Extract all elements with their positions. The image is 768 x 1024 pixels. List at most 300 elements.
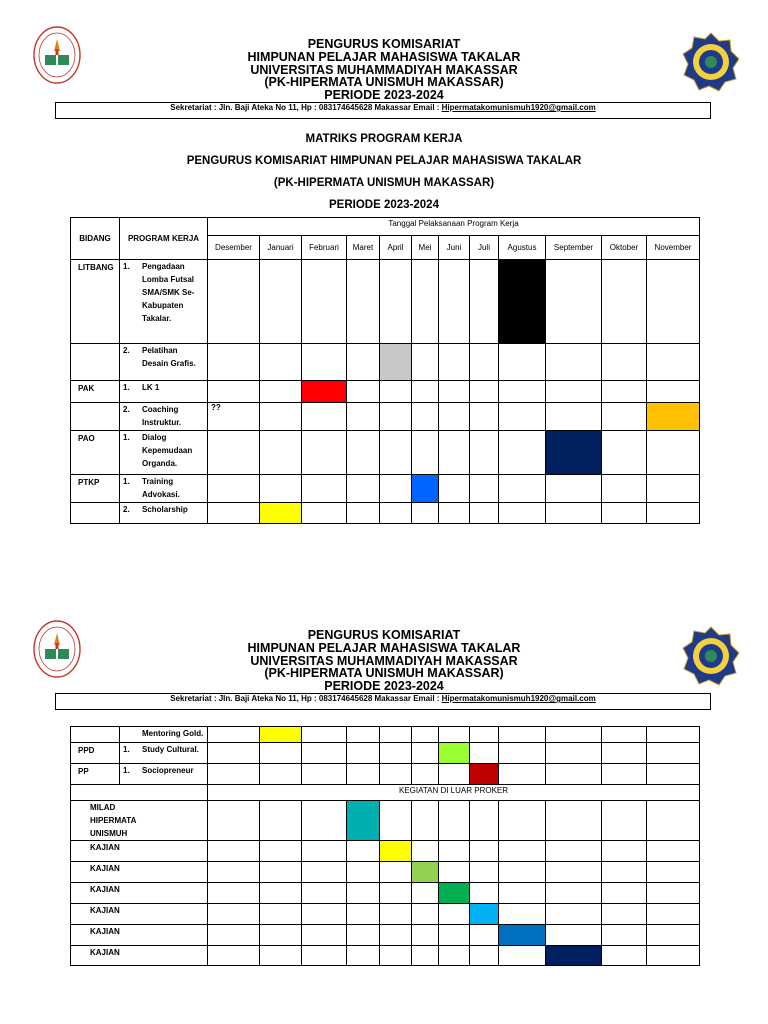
- schedule-cell: [647, 475, 700, 503]
- program-name: Study Cultural.: [142, 745, 199, 754]
- schedule-cell: [499, 841, 546, 862]
- month-header-mei: Mei: [412, 236, 439, 260]
- activity-label: KAJIAN: [71, 946, 208, 966]
- schedule-cell: [347, 503, 380, 524]
- table-row: [71, 727, 700, 743]
- schedule-cell: [602, 904, 647, 925]
- section-title: KEGIATAN DI LUAR PROKER: [208, 785, 700, 801]
- schedule-cell: [439, 503, 470, 524]
- schedule-cell: [412, 381, 439, 403]
- schedule-cell: [546, 801, 602, 841]
- schedule-cell: [208, 764, 260, 785]
- schedule-cell-filled: [302, 381, 347, 403]
- org-line-1: PENGURUS KOMISARIAT: [307, 37, 461, 51]
- schedule-cell: [546, 260, 602, 344]
- page-2: [0, 585, 768, 1024]
- schedule-cell-filled: [470, 764, 499, 785]
- schedule-cell: [347, 431, 380, 475]
- schedule-cell: [439, 727, 470, 743]
- schedule-cell: [602, 883, 647, 904]
- schedule-cell: [208, 801, 260, 841]
- schedule-cell: [499, 862, 546, 883]
- schedule-cell: [302, 801, 347, 841]
- org-line-3: UNIVERSITAS MUHAMMADIYAH MAKASSAR: [250, 653, 518, 668]
- schedule-cell: [470, 431, 499, 475]
- program-cell: [120, 344, 208, 381]
- program-cell: [120, 503, 208, 524]
- schedule-cell: [347, 743, 380, 764]
- header-tanggal: Tanggal Pelaksanaan Program Kerja: [208, 218, 700, 236]
- schedule-cell: [347, 841, 380, 862]
- schedule-cell: [439, 381, 470, 403]
- schedule-cell-filled: [412, 862, 439, 883]
- schedule-cell: [347, 403, 380, 431]
- schedule-cell: [347, 925, 380, 946]
- schedule-cell: [647, 904, 700, 925]
- schedule-cell: [412, 503, 439, 524]
- title-line-3: (PK-HIPERMATA UNISMUH MAKASSAR): [273, 177, 495, 189]
- schedule-cell: [208, 727, 260, 743]
- schedule-cell: [546, 862, 602, 883]
- program-number: 1.: [123, 766, 130, 775]
- schedule-cell: [412, 727, 439, 743]
- header-program-kerja: PROGRAM KERJA: [120, 218, 208, 260]
- program-cell: [120, 475, 208, 503]
- schedule-cell: [347, 381, 380, 403]
- program-name: Pelatihan Desain Grafis.: [142, 346, 196, 368]
- schedule-cell: [499, 946, 546, 966]
- table-row: [71, 344, 700, 381]
- schedule-cell: [439, 841, 470, 862]
- program-number: 1.: [123, 383, 130, 392]
- schedule-cell: [208, 946, 260, 966]
- schedule-cell: [260, 801, 302, 841]
- activity-label: KAJIAN: [71, 883, 208, 904]
- schedule-cell: [412, 764, 439, 785]
- schedule-cell: [380, 764, 412, 785]
- schedule-cell: [260, 431, 302, 475]
- schedule-cell: [380, 403, 412, 431]
- schedule-cell: [602, 743, 647, 764]
- schedule-cell-filled: [380, 344, 412, 381]
- schedule-cell: [470, 743, 499, 764]
- schedule-cell: [260, 475, 302, 503]
- schedule-cell: [602, 403, 647, 431]
- schedule-cell: [499, 403, 546, 431]
- program-matrix-table: [70, 217, 700, 524]
- schedule-cell: [602, 475, 647, 503]
- schedule-cell: [208, 883, 260, 904]
- section-row: [71, 785, 700, 801]
- table-row: [71, 403, 700, 431]
- program-number: 1.: [123, 477, 130, 486]
- schedule-cell: [380, 801, 412, 841]
- schedule-cell-filled: [439, 743, 470, 764]
- schedule-cell: [647, 883, 700, 904]
- org-line-1: PENGURUS KOMISARIAT: [307, 628, 461, 642]
- activity-row: [71, 883, 700, 904]
- schedule-cell: [412, 946, 439, 966]
- schedule-cell: [302, 727, 347, 743]
- bidang-cell: [71, 503, 120, 524]
- schedule-cell: [412, 904, 439, 925]
- bidang-cell: PPD: [71, 743, 120, 764]
- schedule-cell: [208, 260, 260, 344]
- org-line-2: HIMPUNAN PELAJAR MAHASISWA TAKALAR: [247, 49, 521, 64]
- schedule-cell: [260, 764, 302, 785]
- title-line-4: PERIODE 2023-2024: [329, 199, 439, 211]
- table-row: [71, 475, 700, 503]
- org-line-3: UNIVERSITAS MUHAMMADIYAH MAKASSAR: [250, 62, 518, 77]
- schedule-cell: [208, 904, 260, 925]
- month-header-februari: Februari: [302, 236, 347, 260]
- schedule-cell: [546, 727, 602, 743]
- activity-label: MILAD HIPERMATA UNISMUH: [71, 801, 208, 841]
- program-cell: [120, 727, 208, 743]
- program-number: 1.: [123, 433, 130, 442]
- schedule-cell: [347, 764, 380, 785]
- schedule-cell: [380, 431, 412, 475]
- schedule-cell: [499, 381, 546, 403]
- schedule-cell: [470, 925, 499, 946]
- schedule-cell: [546, 883, 602, 904]
- schedule-cell: [412, 743, 439, 764]
- program-cell: [120, 431, 208, 475]
- program-number: 1.: [123, 745, 130, 754]
- schedule-cell: [260, 904, 302, 925]
- activity-row: [71, 946, 700, 966]
- schedule-cell: [647, 260, 700, 344]
- schedule-cell: [647, 431, 700, 475]
- program-name: Sociopreneur: [142, 766, 194, 775]
- schedule-cell: [302, 764, 347, 785]
- schedule-cell: [302, 431, 347, 475]
- schedule-cell-filled: [380, 841, 412, 862]
- schedule-cell: [470, 381, 499, 403]
- program-name: Dialog Kepemudaan Organda.: [142, 433, 193, 468]
- schedule-cell: [412, 260, 439, 344]
- schedule-cell: [347, 946, 380, 966]
- schedule-cell: [347, 475, 380, 503]
- schedule-cell: [499, 431, 546, 475]
- schedule-cell: [412, 344, 439, 381]
- month-header-juni: Juni: [439, 236, 470, 260]
- schedule-cell: [380, 743, 412, 764]
- activity-row: [71, 801, 700, 841]
- schedule-cell: [302, 946, 347, 966]
- schedule-cell: [647, 801, 700, 841]
- schedule-cell: [470, 862, 499, 883]
- schedule-cell: [380, 503, 412, 524]
- schedule-cell: [546, 344, 602, 381]
- schedule-cell: [470, 403, 499, 431]
- schedule-cell: [602, 946, 647, 966]
- program-cell: [120, 403, 208, 431]
- schedule-cell: [302, 743, 347, 764]
- activity-label: KAJIAN: [71, 925, 208, 946]
- schedule-cell: [602, 503, 647, 524]
- schedule-cell: [470, 344, 499, 381]
- schedule-cell: [439, 260, 470, 344]
- activity-label: KAJIAN: [71, 904, 208, 925]
- program-name: Training Advokasi.: [142, 477, 180, 499]
- activity-row: [71, 904, 700, 925]
- program-name: Mentoring Gold.: [142, 729, 204, 738]
- address-bar: [55, 693, 711, 710]
- schedule-cell: [260, 862, 302, 883]
- program-number: 2.: [123, 405, 130, 414]
- table-row: [71, 381, 700, 403]
- schedule-cell: [380, 862, 412, 883]
- schedule-cell: [602, 344, 647, 381]
- month-header-januari: Januari: [260, 236, 302, 260]
- schedule-cell: [412, 841, 439, 862]
- schedule-cell: [302, 344, 347, 381]
- org-line-2: HIMPUNAN PELAJAR MAHASISWA TAKALAR: [247, 640, 521, 655]
- schedule-cell: [260, 743, 302, 764]
- address-text: Sekretariat : Jln. Baji Ateka No 11, Hp : 083174645628 Makassar Email :: [170, 103, 442, 112]
- schedule-cell: [412, 883, 439, 904]
- bidang-cell: [71, 403, 120, 431]
- schedule-cell: [439, 862, 470, 883]
- month-header-april: April: [380, 236, 412, 260]
- schedule-cell: [260, 344, 302, 381]
- schedule-cell: [260, 841, 302, 862]
- schedule-cell: [302, 475, 347, 503]
- title-line-1: MATRIKS PROGRAM KERJA: [305, 133, 463, 145]
- program-cell: [120, 743, 208, 764]
- schedule-cell: [208, 344, 260, 381]
- schedule-cell: [208, 862, 260, 883]
- org-line-4: (PK-HIPERMATA UNISMUH MAKASSAR): [264, 75, 504, 90]
- schedule-cell: [380, 381, 412, 403]
- program-number: 2.: [123, 505, 130, 514]
- schedule-cell: [380, 727, 412, 743]
- bidang-cell: [71, 344, 120, 381]
- org-line-4: (PK-HIPERMATA UNISMUH MAKASSAR): [264, 666, 504, 681]
- schedule-cell: [439, 431, 470, 475]
- schedule-cell: [412, 403, 439, 431]
- program-matrix-table-continued: [70, 726, 700, 966]
- bidang-cell: PTKP: [71, 475, 120, 503]
- activity-row: [71, 862, 700, 883]
- schedule-cell: [380, 946, 412, 966]
- schedule-cell: [647, 862, 700, 883]
- note-cell: ??: [208, 403, 260, 431]
- schedule-cell: [302, 883, 347, 904]
- address-bar: [55, 102, 711, 119]
- schedule-cell: [347, 727, 380, 743]
- schedule-cell: [347, 862, 380, 883]
- schedule-cell: [647, 503, 700, 524]
- schedule-cell: [499, 801, 546, 841]
- schedule-cell: [302, 841, 347, 862]
- schedule-cell: [470, 801, 499, 841]
- schedule-cell: [546, 841, 602, 862]
- schedule-cell: [380, 260, 412, 344]
- unismuh-logo-icon: [681, 32, 741, 92]
- schedule-cell: [546, 764, 602, 785]
- schedule-cell: [439, 801, 470, 841]
- schedule-cell: [602, 431, 647, 475]
- schedule-cell: [302, 503, 347, 524]
- schedule-cell: [439, 904, 470, 925]
- bidang-cell: PP: [71, 764, 120, 785]
- org-line-5: PERIODE 2023-2024: [324, 679, 444, 694]
- document-title: [100, 133, 668, 212]
- schedule-cell: [439, 403, 470, 431]
- title-line-2: PENGURUS KOMISARIAT HIMPUNAN PELAJAR MAHASISWA TAKALAR: [186, 155, 582, 167]
- schedule-cell: [439, 344, 470, 381]
- schedule-cell: [647, 841, 700, 862]
- schedule-cell: [208, 381, 260, 403]
- schedule-cell: [208, 925, 260, 946]
- schedule-cell: [602, 801, 647, 841]
- schedule-cell: [602, 727, 647, 743]
- table-row: [71, 764, 700, 785]
- schedule-cell: [647, 743, 700, 764]
- bidang-cell: PAK: [71, 381, 120, 403]
- schedule-cell: [439, 925, 470, 946]
- schedule-cell: [412, 925, 439, 946]
- schedule-cell: [208, 841, 260, 862]
- schedule-cell: [208, 503, 260, 524]
- month-header-september: September: [546, 236, 602, 260]
- month-header-juli: Juli: [470, 236, 499, 260]
- schedule-cell: [546, 925, 602, 946]
- program-cell: [120, 260, 208, 344]
- schedule-cell: [260, 925, 302, 946]
- schedule-cell: [499, 344, 546, 381]
- schedule-cell: [302, 862, 347, 883]
- schedule-cell: [470, 260, 499, 344]
- section-spacer: [71, 785, 208, 801]
- program-name: LK 1: [142, 383, 160, 392]
- table-row: [71, 431, 700, 475]
- schedule-cell-filled: [412, 475, 439, 503]
- hipermata-logo-icon: [32, 619, 82, 679]
- schedule-cell: [647, 764, 700, 785]
- schedule-cell: [499, 764, 546, 785]
- program-cell: [120, 764, 208, 785]
- schedule-cell: [647, 946, 700, 966]
- schedule-cell-filled: [546, 431, 602, 475]
- schedule-cell: [499, 727, 546, 743]
- schedule-cell-filled: [647, 403, 700, 431]
- activity-row: [71, 925, 700, 946]
- month-header-maret: Maret: [347, 236, 380, 260]
- bidang-cell: PAO: [71, 431, 120, 475]
- schedule-cell: [602, 381, 647, 403]
- schedule-cell: [499, 883, 546, 904]
- schedule-cell: [499, 475, 546, 503]
- schedule-cell-filled: [499, 260, 546, 344]
- schedule-cell: [380, 904, 412, 925]
- header-bidang: BIDANG: [71, 218, 120, 260]
- schedule-cell-filled: [260, 503, 302, 524]
- schedule-cell: [647, 344, 700, 381]
- schedule-cell-filled: [546, 946, 602, 966]
- schedule-cell: [208, 475, 260, 503]
- schedule-cell: [260, 883, 302, 904]
- schedule-cell: [470, 727, 499, 743]
- schedule-cell: [439, 946, 470, 966]
- schedule-cell: [347, 883, 380, 904]
- schedule-cell: [647, 727, 700, 743]
- address-text: Sekretariat : Jln. Baji Ateka No 11, Hp : 083174645628 Makassar Email :: [170, 694, 442, 703]
- program-number: 2.: [123, 346, 130, 355]
- schedule-cell: [470, 946, 499, 966]
- hipermata-logo-icon: [32, 25, 82, 85]
- schedule-cell: [470, 841, 499, 862]
- schedule-cell: [302, 260, 347, 344]
- schedule-cell: [470, 475, 499, 503]
- month-header-desember: Desember: [208, 236, 260, 260]
- schedule-cell-filled: [347, 801, 380, 841]
- unismuh-logo-icon: [681, 626, 741, 686]
- schedule-cell: [602, 260, 647, 344]
- schedule-cell: [546, 503, 602, 524]
- schedule-cell: [499, 503, 546, 524]
- schedule-cell: [302, 904, 347, 925]
- schedule-cell: [546, 904, 602, 925]
- schedule-cell: [302, 403, 347, 431]
- schedule-cell: [602, 925, 647, 946]
- schedule-cell: [260, 946, 302, 966]
- schedule-cell: [439, 475, 470, 503]
- activity-row: [71, 841, 700, 862]
- schedule-cell: [347, 344, 380, 381]
- schedule-cell-filled: [470, 904, 499, 925]
- schedule-cell: [470, 883, 499, 904]
- bidang-cell: LITBANG: [71, 260, 120, 344]
- table-row: [71, 503, 700, 524]
- month-header-november: November: [647, 236, 700, 260]
- schedule-cell: [302, 925, 347, 946]
- program-cell: [120, 381, 208, 403]
- email-link[interactable]: Hipermatakomunismuh1920@gmail.com: [441, 103, 596, 112]
- schedule-cell: [347, 260, 380, 344]
- schedule-cell: [546, 403, 602, 431]
- schedule-cell: [499, 743, 546, 764]
- email-link[interactable]: Hipermatakomunismuh1920@gmail.com: [441, 694, 596, 703]
- activity-label: KAJIAN: [71, 862, 208, 883]
- schedule-cell: [208, 743, 260, 764]
- bidang-cell: [71, 727, 120, 743]
- schedule-cell: [470, 503, 499, 524]
- schedule-cell: [546, 743, 602, 764]
- schedule-cell: [260, 381, 302, 403]
- schedule-cell-filled: [260, 727, 302, 743]
- schedule-cell: [412, 801, 439, 841]
- schedule-cell: [412, 431, 439, 475]
- table-row: [71, 743, 700, 764]
- schedule-cell: [347, 904, 380, 925]
- org-line-5: PERIODE 2023-2024: [324, 88, 444, 103]
- schedule-cell: [546, 475, 602, 503]
- schedule-cell: [380, 925, 412, 946]
- schedule-cell: [602, 841, 647, 862]
- schedule-cell: [380, 883, 412, 904]
- schedule-cell-filled: [499, 925, 546, 946]
- schedule-cell-filled: [439, 883, 470, 904]
- schedule-cell: [546, 381, 602, 403]
- schedule-cell: [602, 764, 647, 785]
- activity-label: KAJIAN: [71, 841, 208, 862]
- program-name: Pengadaan Lomba Futsal SMA/SMK Se-Kabupaten Takalar.: [142, 262, 195, 323]
- month-header-agustus: Agustus: [499, 236, 546, 260]
- schedule-cell: [647, 925, 700, 946]
